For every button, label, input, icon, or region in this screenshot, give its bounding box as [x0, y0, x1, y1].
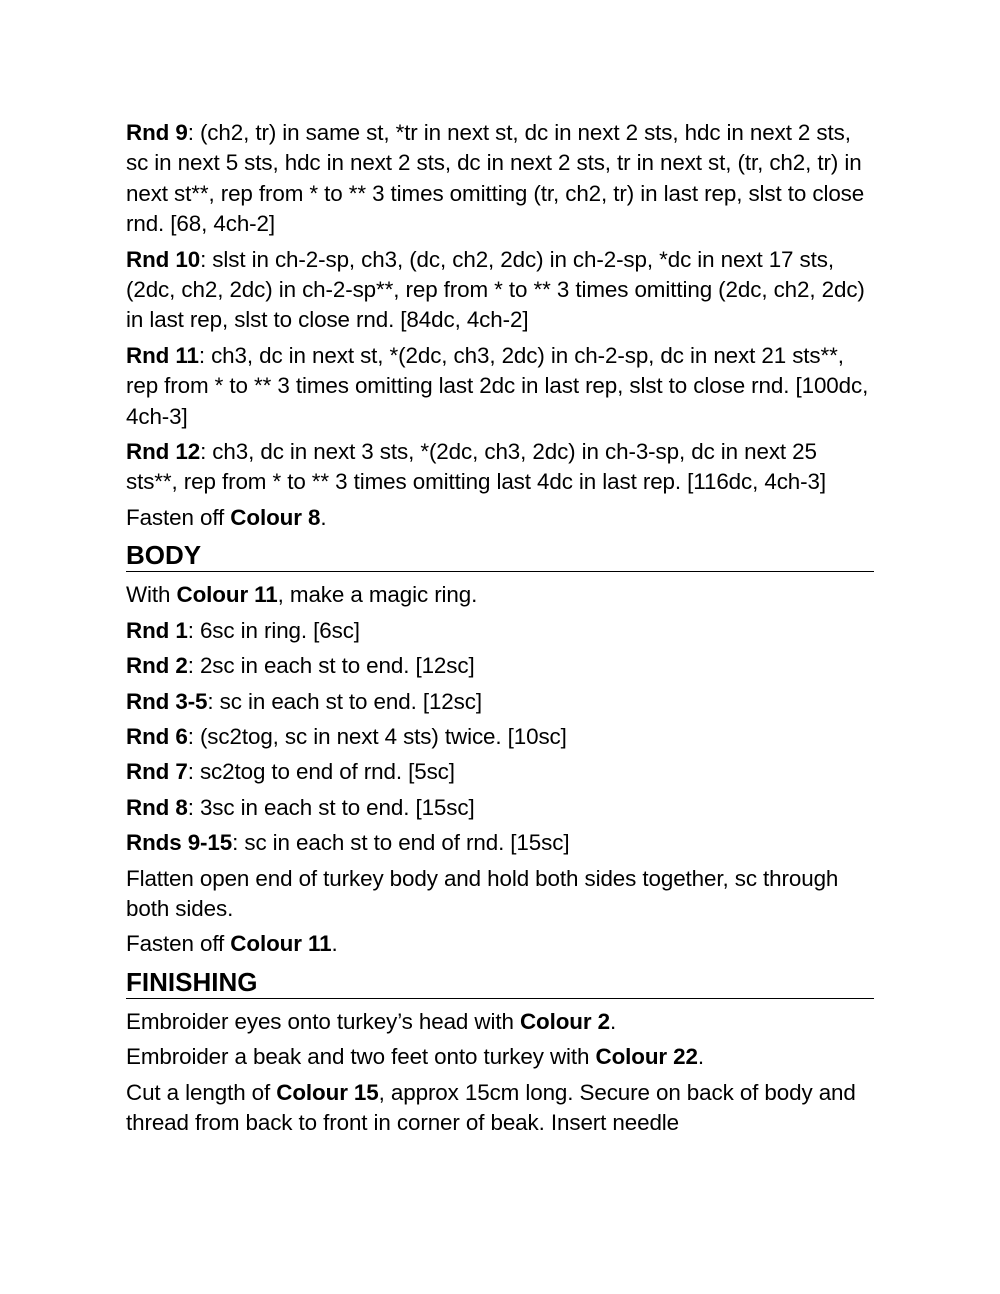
text: .	[331, 931, 338, 957]
paragraph	[126, 341, 874, 432]
colour-name: Colour 11	[230, 931, 332, 957]
paragraph	[126, 503, 874, 533]
round-instructions: : (ch2, tr) in same st, *tr in next st, dc in next 2 sts, hdc in next 2 sts, sc in next 5 sts, hdc in next 2 sts, dc in next 2 sts, tr in next st, (tr, ch2, tr) in next st**, rep from * to ** 3 times omitting (tr, ch2, tr) in last rep, slst to close rnd. [68, 4ch-2]	[126, 120, 865, 237]
text: Embroider a beak and two feet onto turkey with	[126, 1044, 596, 1070]
document-page	[126, 118, 874, 1143]
colour-name: Colour 15	[276, 1079, 379, 1105]
paragraph	[126, 580, 874, 610]
round-label: Rnd 8	[126, 794, 188, 820]
section-finishing	[126, 966, 874, 1139]
round-label: Rnd 3-5	[126, 688, 208, 714]
round-instructions: : sc in each st to end of rnd. [15sc]	[232, 830, 570, 856]
colour-name: Colour 8	[230, 504, 321, 530]
paragraph	[126, 864, 874, 925]
round-instructions: : 2sc in each st to end. [12sc]	[187, 653, 475, 679]
paragraph	[126, 722, 874, 752]
section-rounds-continued	[126, 118, 874, 533]
text: , approx 15cm long. Secure on back of body and thread from back to front in corner of beak. Insert needle	[126, 1079, 856, 1135]
paragraph	[126, 1042, 874, 1072]
colour-name: Colour 22	[595, 1044, 698, 1070]
round-instructions: : ch3, dc in next st, *(2dc, ch3, 2dc) in ch-2-sp, dc in next 21 sts**, rep from * to ** 3 times omitting last 2dc in last rep, slst to close rnd. [100dc, 4ch-3]	[126, 342, 869, 429]
text: Fasten off	[126, 931, 231, 957]
round-instructions: : 6sc in ring. [6sc]	[187, 617, 360, 643]
round-instructions: : 3sc in each st to end. [15sc]	[187, 794, 475, 820]
paragraph	[126, 828, 874, 858]
text: Embroider eyes onto turkey’s head with	[126, 1008, 520, 1034]
text: .	[697, 1044, 704, 1070]
round-label: Rnd 10	[126, 246, 201, 272]
text: Fasten off	[126, 504, 231, 530]
paragraph	[126, 793, 874, 823]
round-label: Rnd 12	[126, 439, 201, 465]
section-body	[126, 539, 874, 959]
paragraph	[126, 245, 874, 336]
section-heading-finishing: FINISHING	[126, 966, 874, 999]
text: .	[320, 504, 327, 530]
section-heading-body: BODY	[126, 539, 874, 572]
paragraph	[126, 616, 874, 646]
round-instructions: : ch3, dc in next 3 sts, *(2dc, ch3, 2dc) in ch-3-sp, dc in next 25 sts**, rep from * to ** 3 times omitting last 4dc in last rep. [116dc, 4ch-3]	[126, 439, 826, 495]
round-label: Rnd 2	[126, 653, 188, 679]
round-label: Rnd 1	[126, 617, 188, 643]
paragraph	[126, 1007, 874, 1037]
round-instructions: : slst in ch-2-sp, ch3, (dc, ch2, 2dc) in ch-2-sp, *dc in next 17 sts, (2dc, ch2, 2dc) in ch-2-sp**, rep from * to ** 3 times omitting (2dc, ch2, 2dc) in last rep, slst to close rnd. [84dc, 4ch-2]	[126, 246, 865, 333]
round-label: Rnd 11	[126, 342, 199, 368]
text: , make a magic ring.	[277, 582, 478, 608]
paragraph	[126, 118, 874, 240]
paragraph	[126, 687, 874, 717]
round-label: Rnd 9	[126, 120, 188, 145]
text: .	[609, 1008, 617, 1034]
round-label: Rnd 7	[126, 759, 188, 785]
colour-name: Colour 11	[176, 582, 278, 608]
text: Flatten open end of turkey body and hold both sides together, sc through both sides.	[126, 865, 839, 921]
colour-name: Colour 2	[519, 1008, 610, 1034]
paragraph	[126, 437, 874, 498]
round-label: Rnd 6	[126, 723, 188, 749]
round-instructions: : (sc2tog, sc in next 4 sts) twice. [10sc]	[187, 723, 567, 749]
paragraph	[126, 1078, 874, 1139]
paragraph	[126, 651, 874, 681]
paragraph	[126, 929, 874, 959]
round-label: Rnds 9-15	[126, 830, 233, 856]
text: With	[126, 582, 177, 608]
round-instructions: : sc in each st to end. [12sc]	[207, 688, 482, 714]
text: Cut a length of	[126, 1079, 277, 1105]
round-instructions: : sc2tog to end of rnd. [5sc]	[187, 759, 455, 785]
paragraph	[126, 757, 874, 787]
